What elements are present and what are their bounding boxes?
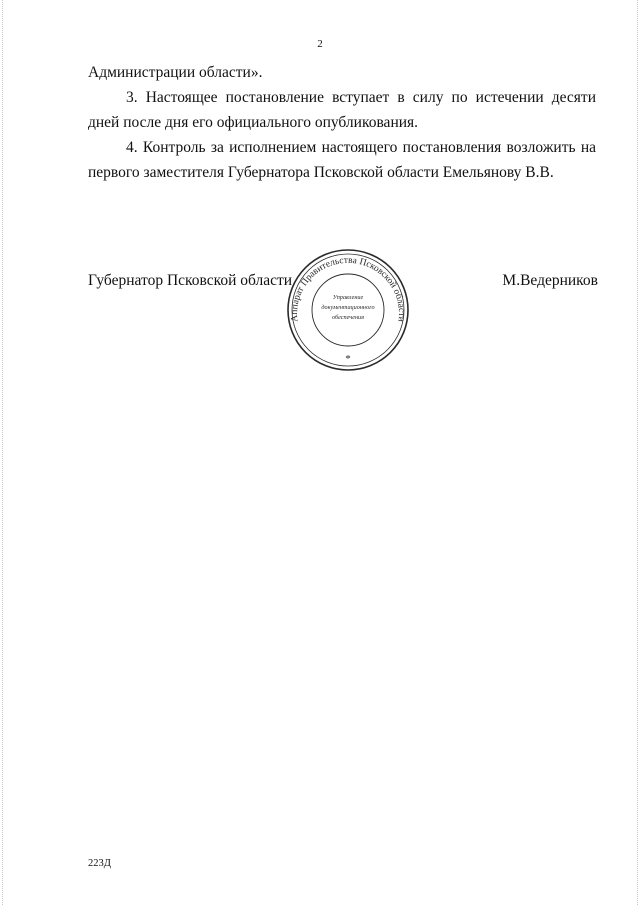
left-page-edge: [2, 0, 3, 905]
right-page-edge: [637, 0, 638, 905]
paragraph-item-3: 3. Настоящее постановление вступает в силу по истечении десяти дней после дня его официального опубликования.: [88, 89, 596, 131]
signatory-name: М.Ведерников: [502, 272, 598, 289]
stamp-star-icon: *: [345, 353, 351, 365]
paragraph-item-4: 4. Контроль за исполнением настоящего постановления возложить на первого заместителя Губернатора Псковской области Емельянову В.В.: [88, 139, 596, 181]
stamp-seal: [285, 247, 411, 373]
paragraph-continuation: Администрации области».: [88, 64, 263, 81]
stamp-ring-text: Аппарат Правительства Псковской области: [289, 255, 407, 323]
page-number: 2: [317, 38, 323, 50]
stamp-inner-line-2: документационного: [321, 304, 375, 311]
document-body: [88, 60, 596, 185]
stamp-inner-line-1: Управление: [332, 294, 364, 301]
stamp-inner-line-3: обеспечения: [331, 314, 365, 321]
document-code: 223Д: [88, 858, 111, 869]
official-stamp: [285, 247, 411, 373]
signatory-position: Губернатор Псковской области: [88, 272, 293, 289]
